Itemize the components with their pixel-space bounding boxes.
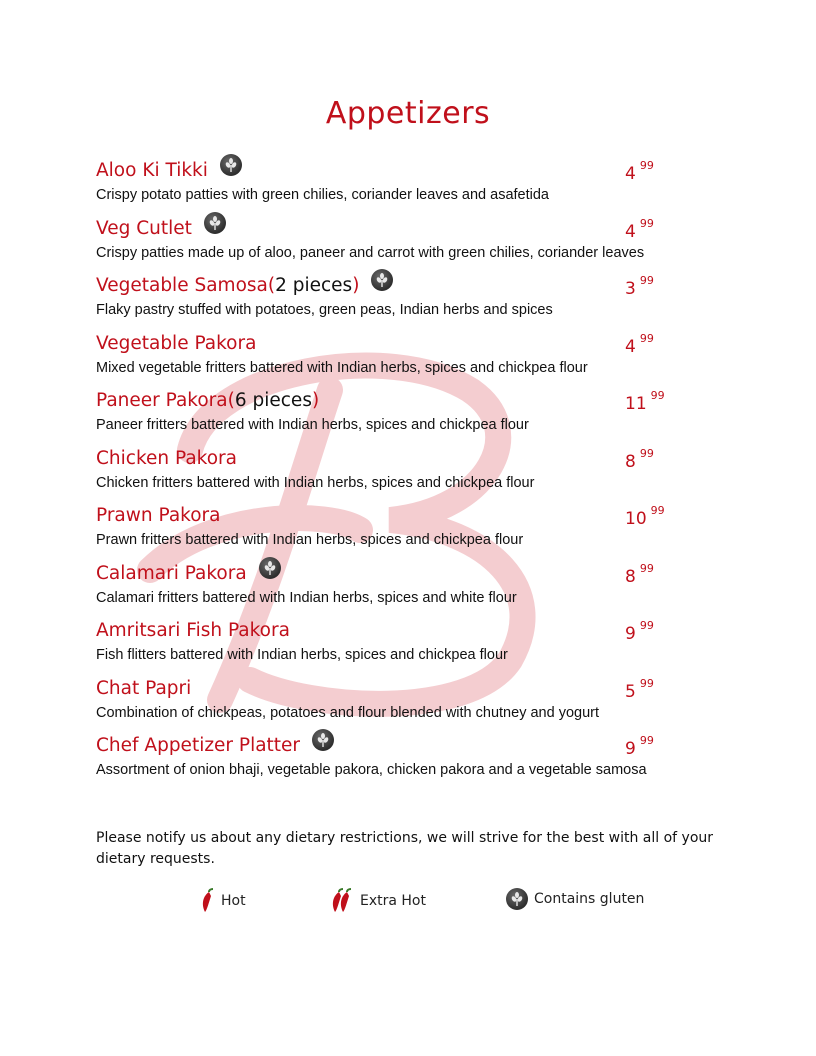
menu-item-title: Paneer Pakora xyxy=(96,390,228,411)
menu-item-title: Chicken Pakora xyxy=(96,447,237,469)
menu-item-name xyxy=(96,160,242,181)
price-cents: 99 xyxy=(650,389,665,402)
legend-extra-hot xyxy=(330,888,426,914)
menu-item-description: Chicken fritters battered with Indian herbs, spices and chickpea flour xyxy=(96,474,535,491)
price-dollars: 8 xyxy=(625,566,636,587)
menu-item-title: Amritsari Fish Pakora xyxy=(96,620,290,641)
menu-item xyxy=(96,213,716,271)
menu-item xyxy=(96,558,716,616)
menu-item-description: Paneer fritters battered with Indian herbs, spices and chickpea flour xyxy=(96,417,529,433)
menu-item-title: Vegetable Pakora xyxy=(96,332,257,354)
menu-item-description: Calamari fritters battered with Indian herbs, spices and white flour xyxy=(96,589,517,606)
paren-close: ) xyxy=(352,275,360,296)
menu-item-name xyxy=(96,620,290,641)
price-cents: 99 xyxy=(639,619,654,632)
paren-open: ( xyxy=(267,275,276,296)
legend-gluten xyxy=(506,888,644,910)
menu-item-title: Aloo Ki Tikki xyxy=(96,160,208,181)
price-dollars: 9 xyxy=(625,624,636,644)
menu-item-name xyxy=(96,735,334,756)
menu-item-price xyxy=(625,734,654,759)
price-cents: 99 xyxy=(639,676,654,690)
menu-item-name xyxy=(96,505,221,526)
menu-item-price xyxy=(625,561,654,587)
menu-item xyxy=(96,270,716,328)
menu-item-price xyxy=(625,216,654,242)
price-cents: 99 xyxy=(639,159,654,172)
legend-extra-hot-label: Extra Hot xyxy=(360,893,426,909)
price-dollars: 3 xyxy=(625,279,636,299)
menu-item-name xyxy=(96,390,319,411)
menu-item xyxy=(96,328,716,386)
price-dollars: 11 xyxy=(625,394,647,414)
menu-item-portion: 6 pieces xyxy=(234,390,312,411)
menu-item-price xyxy=(625,331,654,357)
menu-item xyxy=(96,730,716,788)
menu-item xyxy=(96,500,716,558)
dietary-notice: Please notify us about any dietary restrictions, we will strive for the best with all of your dietary requests. xyxy=(96,830,714,867)
menu-item-description: Mixed vegetable fritters battered with Indian herbs, spices and chickpea flour xyxy=(96,359,588,376)
menu-item-price xyxy=(625,446,654,472)
price-cents: 99 xyxy=(650,504,665,517)
menu-item-price xyxy=(625,159,654,184)
menu-item xyxy=(96,155,716,213)
menu-item-title: Chef Appetizer Platter xyxy=(96,735,301,756)
menu-item-title: Vegetable Samosa xyxy=(96,275,268,296)
wheat-icon xyxy=(259,557,281,579)
menu-item-price xyxy=(625,676,654,702)
price-dollars: 8 xyxy=(625,451,636,472)
price-cents: 99 xyxy=(639,331,654,345)
menu-item-description: Combination of chickpeas, potatoes and flour blended with chutney and yogurt xyxy=(96,704,599,721)
paren-open: ( xyxy=(227,390,235,411)
chili-pepper-icon xyxy=(199,888,215,914)
price-dollars: 5 xyxy=(625,681,636,702)
menu-item-price xyxy=(625,274,654,299)
price-cents: 99 xyxy=(639,216,654,230)
menu-item xyxy=(96,385,716,443)
menu-item-description: Crispy potato patties with green chilies, coriander leaves and asafetida xyxy=(96,187,549,203)
price-dollars: 10 xyxy=(625,509,647,529)
page-title: Appetizers xyxy=(325,96,491,131)
menu-item-name xyxy=(96,218,226,239)
wheat-icon xyxy=(204,212,226,234)
menu-item-title: Chat Papri xyxy=(96,677,192,699)
wheat-icon xyxy=(506,888,528,910)
price-dollars: 4 xyxy=(625,221,636,242)
menu-item-price xyxy=(625,504,665,529)
menu-item xyxy=(96,443,716,501)
menu-item-name xyxy=(96,448,237,469)
price-cents: 99 xyxy=(639,734,654,747)
menu-item-description: Assortment of onion bhaji, vegetable pakora, chicken pakora and a vegetable samosa xyxy=(96,762,647,778)
legend-hot xyxy=(199,888,246,914)
double-chili-pepper-icon xyxy=(330,888,354,914)
menu-item-name xyxy=(96,563,281,584)
menu-list xyxy=(96,155,716,788)
menu-item-description: Prawn fritters battered with Indian herbs, spices and chickpea flour xyxy=(96,532,524,548)
menu-item-name xyxy=(96,333,256,354)
paren-close: ) xyxy=(311,390,320,411)
wheat-icon xyxy=(312,729,334,751)
menu-item-description: Crispy patties made up of aloo, paneer and carrot with green chilies, coriander leaves xyxy=(96,244,645,261)
price-dollars: 4 xyxy=(625,164,636,184)
wheat-icon xyxy=(371,269,393,291)
legend-gluten-label: Contains gluten xyxy=(534,891,645,907)
price-cents: 99 xyxy=(639,274,654,287)
wheat-icon xyxy=(220,154,242,176)
price-cents: 99 xyxy=(639,561,654,575)
menu-item-name xyxy=(96,275,393,296)
price-dollars: 9 xyxy=(625,739,636,759)
legend-hot-label: Hot xyxy=(221,893,246,909)
menu-item-title: Prawn Pakora xyxy=(96,505,221,526)
price-cents: 99 xyxy=(639,446,654,460)
menu-item-price xyxy=(625,389,665,414)
price-dollars: 4 xyxy=(625,336,636,357)
menu-item-name xyxy=(96,678,191,699)
menu-item xyxy=(96,673,716,731)
menu-item-price xyxy=(625,619,654,644)
menu-item-portion: 2 pieces xyxy=(275,275,353,296)
menu-item-description: Fish flitters battered with Indian herbs, spices and chickpea flour xyxy=(96,647,508,663)
menu-item-title: Calamari Pakora xyxy=(96,562,247,584)
menu-item-title: Veg Cutlet xyxy=(96,217,192,239)
menu-item-description: Flaky pastry stuffed with potatoes, green peas, Indian herbs and spices xyxy=(96,302,553,318)
menu-item xyxy=(96,615,716,673)
